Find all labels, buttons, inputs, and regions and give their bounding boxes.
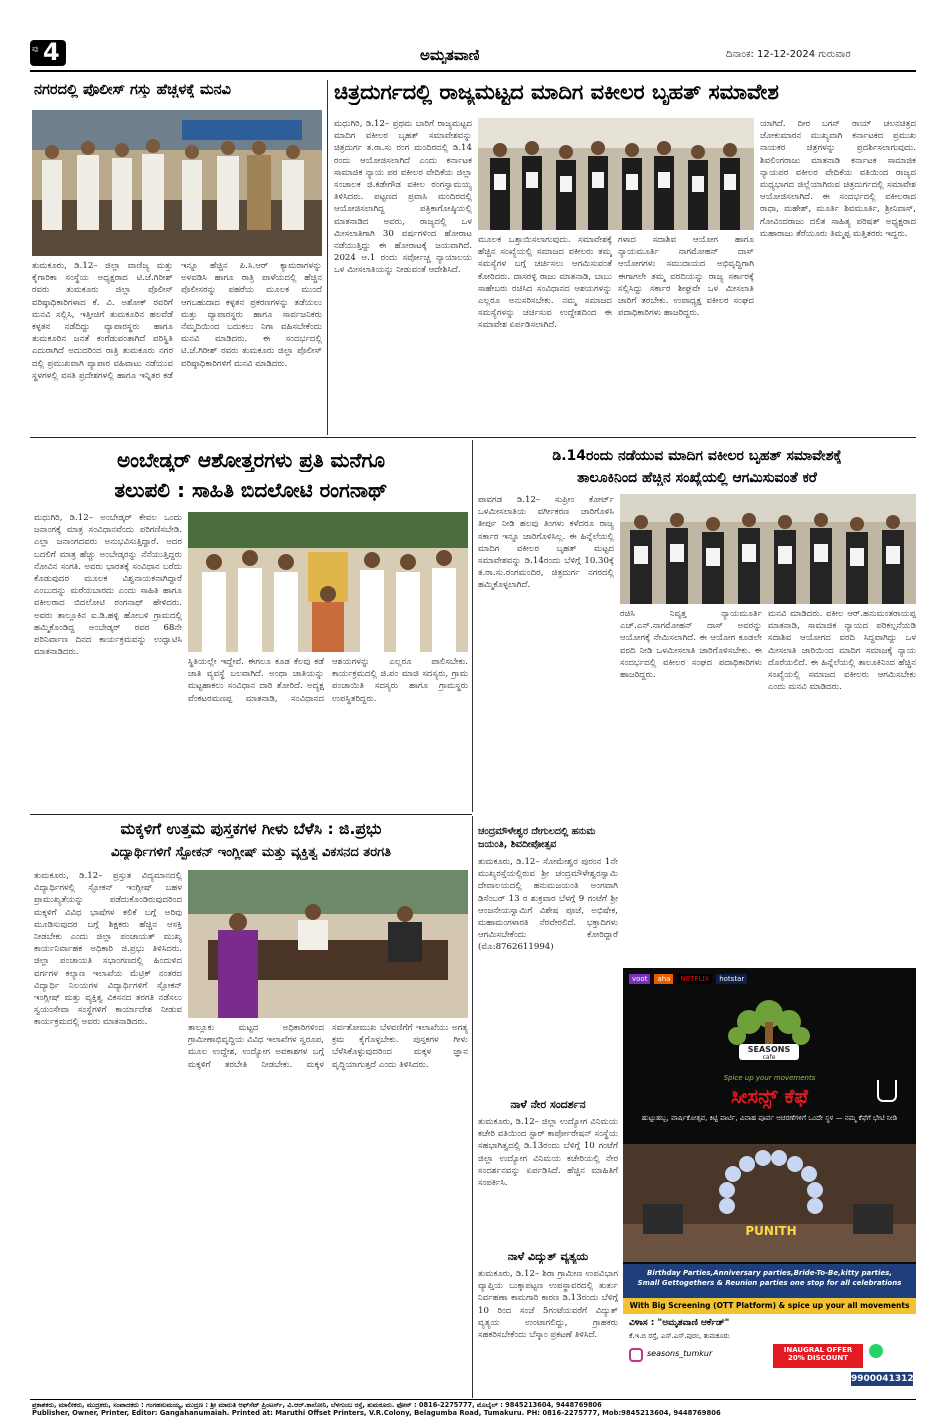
story4-col2: ರಚಿಸಿ ನಿವೃತ್ತ ನ್ಯಾಯಮೂರ್ತಿ ಎಚ್.ಎನ್.ನಾಗಮೋಹನ್ ದಾಸ್ ಅವರನ್ನು ಆಯೋಗಕ್ಕೆ ನೇಮಿಸಲಾಗಿದೆ. ಈ ಆಯೋಗ ಕೂಡಲೇ ವರದಿ ನೀಡಿ ಒಳಮೀಸಲಾತಿ ಜಾರಿಗೊಳಿಸಬೇಕು. ಈ ಸಂದರ್ಭದಲ್ಲಿ ವಕೀಲರ ಸಂಘದ ಪದಾಧಿಕಾರಿಗಳು ಹಾಜರಿದ್ದರು. xyxy=(620,609,762,681)
story8-body: ತುಮಕೂರು, ಡಿ.12– ಶಿರಾ ಗ್ರಾಮೀಣ ಉಪವಿಭಾಗ ವ್ಯಾಪ್ತಿಯ ಬುಕ್ಕಾಪಟ್ಟಣ ಉಪಸ್ಥಾವರದಲ್ಲಿ ತುರ್ತು ನಿರ್ವಹಣಾ ಕಾಮಗಾರಿ ಕಾರಣ ಡಿ.13ರಂದು ಬೆಳಿಗ್ಗೆ 10 ರಿಂದ ಸಂಜೆ 5ಗಂಟೆಯವರೆಗೆ ವಿದ್ಯುತ್ ವ್ಯತ್ಯಯ ಉಂಟಾಗಲಿದ್ದು, ಗ್ರಾಹಕರು ಸಹಕರಿಸಬೇಕೆಂದು ಬೆಸ್ಕಾಂ ಪ್ರಕಟಣೆ ತಿಳಿಸಿದೆ. xyxy=(478,1269,618,1341)
instagram-icon xyxy=(629,1348,643,1362)
whatsapp-icon xyxy=(869,1344,883,1358)
screening-banner: With Big Screening (OTT Platform) & spice up your all movements xyxy=(623,1298,916,1314)
ott-badge: NETFLIX xyxy=(677,974,712,984)
date-line: ದಿನಾಂಕ: 12-12-2024 ಗುರುವಾರ xyxy=(726,49,851,60)
column-rule xyxy=(472,816,473,1398)
ambedkar-event-photo xyxy=(188,512,468,652)
advocates-photo xyxy=(620,494,916,604)
story1-photo xyxy=(32,110,322,256)
cafe-logo xyxy=(713,992,825,1072)
lawyers-group-photo xyxy=(478,118,754,230)
address-block xyxy=(623,1314,916,1398)
instagram-handle: seasons_tumkur xyxy=(647,1349,713,1358)
cafe-interior-photo xyxy=(623,1144,916,1262)
story4-headline: ಡಿ.14ರಂದು ನಡೆಯುವ ಮಾದಿಗ ವಕೀಲರ ಬೃಹತ್ ಸಮಾವೇಶಕ್ಕೆ xyxy=(552,448,842,464)
story7-body: ತುಮಕೂರು, ಡಿ.12– ಜಿಲ್ಲಾ ಉದ್ಯೋಗ ವಿನಿಮಯ ಕಚೇರಿ ವತಿಯಿಂದ ಸ್ಟಾರ್ ಕಾರ್ಪೋರೇಷನ್ ಸಂಸ್ಥೆಯ ಸಹಭಾಗಿತ್ವದಲ್ಲಿ ಡಿ.13ರಂದು ಬೆಳಿಗ್ಗೆ 10 ಗಂಟೆಗೆ ಜಿಲ್ಲಾ ಉದ್ಯೋಗ ವಿನಿಮಯ ಕಚೇರಿಯಲ್ಲಿ ನೇರ ಸಂದರ್ಶನವನ್ನು ಏರ್ಪಡಿಸಿದೆ. ಹೆಚ್ಚಿನ ಮಾಹಿತಿಗೆ ಸಂಪರ್ಕಿಸಿ. xyxy=(478,1117,618,1189)
story7-headline: ನಾಳೆ ನೇರ ಸಂದರ್ಶನ xyxy=(510,1098,586,1111)
footer-rule xyxy=(30,1399,916,1400)
offer-line-1: INAUGRAL OFFER xyxy=(783,1346,853,1354)
page-number-badge xyxy=(30,40,66,66)
ott-badge: voot xyxy=(629,974,650,984)
story2-col2: ಮೂಲಕ ಒತ್ತಾಯಿಸಲಾಗುವುದು. ಸಮಾವೇಶಕ್ಕೆ ಹೆಚ್ಚಿನ ಸಂಖ್ಯೆಯಲ್ಲಿ ಸಮಾಜದ ವಕೀಲರು ತಮ್ಮ ಸಮಸ್ಯೆಗಳ ಬಗ್ಗೆ ಚರ್ಚಿಸಲು ಆಗಮಿಸುವಂತೆ ಕೋರಿದರು. ದಾಸರಳ್ಳಿ ರಾಜು ಮಾತನಾಡಿ, ಬಾಬು ಸಾಹೇಬರು ರಚಿಸಿದ ಸಂವಿಧಾನದ ಆಶಯಗಳನ್ನು ಎಲ್ಲರೂ ಅನುಸರಿಸಬೇಕು. ನಮ್ಮ ಸಮಾಜದ ಸಮಸ್ಯೆಗಳನ್ನು ಚರ್ಚಿಸುವ ಉದ್ದೇಶದಿಂದ ಈ ಸಮಾವೇಶ ಏರ್ಪಡಿಸಲಾಗಿದೆ. xyxy=(478,235,612,331)
page-number: 4 xyxy=(43,38,60,66)
seasons-cafe-ad xyxy=(623,968,916,1398)
occasion-line-2: Small Gettogethers & Reunion parties one stop for all celebrations xyxy=(637,1279,902,1287)
paper-name: ಅಮೃತವಾಣಿ xyxy=(420,46,480,64)
ott-badge: aha xyxy=(654,974,673,984)
story3-body: ಮಧುಗಿರಿ, ಡಿ.12– ಅಂಬೇಡ್ಕರ್ ಕೇವಲ ಒಂದು ಜನಾಂಗಕ್ಕೆ ಮಾತ್ರ ಸಂವಿಧಾನವೆಂದು ಪರಿಗಣಿಸಬೇಡಿ. ಎಲ್ಲಾ ಜನಾಂಗದವರು ಅನುಭವಿಸುತ್ತಿದ್ದಾರೆ. ಅದರ ಬದಲಿಗೆ ಮಾತ್ರ ಹೆಚ್ಚು ಅಂಬೇಡ್ಕರನ್ನು ನೆನೆಯುತ್ತಿದ್ದರು ನೋವಿನ ಸಂಗತಿ. ಅವರು ಭಾರತಕ್ಕೆ ಸಂವಿಧಾನ ಬರೆದು ಕೊಡುವುದರ ಮೂಲಕ ವಿಶ್ವನಾಯಕನಾಗಿದ್ದಾರೆ ಎಂಬುದನ್ನು ಮರೆಯಬಾರದು ಎಂದು ಸಾಹಿತಿ ಹಾಗೂ ವಕೀಲರಾದ ಬಿದಲೋಟಿ ರಂಗನಾಥ್ ಹೇಳಿದರು. ಅವರು ತಾಲ್ಲೂಕಿನ ಐ.ಡಿ.ಹಳ್ಳಿ ಹೋಬಳಿ ಗ್ರಾಮದಲ್ಲಿ ಹಮ್ಮಿಕೊಂಡಿದ್ದ ಅಂಬೇಡ್ಕರ್ ರವರ 68ನೇ ಪರಿನಿರ್ವಾಣ ದಿನದ ಕಾರ್ಯಕ್ರಮವನ್ನು ಉದ್ಘಾಟಿಸಿ ಮಾತನಾಡಿದರು. xyxy=(34,513,182,658)
story5-col2: ತಾಲ್ಲೂಕು ಮಟ್ಟದ ಅಧಿಕಾರಿಗಳಿಂದ ಗ್ರಾಮೀಣಾಭಿವೃದ್ಧಿಯ ವಿವಿಧ ಇಲಾಖೆಗಳ ಸ್ವರೂಪ, ಮೂಲ ಉದ್ದೇಶ, ಉದ್ಯೋಗ ಅವಕಾಶಗಳ ಬಗ್ಗೆ ಮಕ್ಕಳಿಗೆ ತರಬೇತಿ ನೀಡಬೇಕು. ಮಕ್ಕಳ ಸರ್ವತೋಮುಖ ಬೆಳವಣಿಗೆಗೆ ಇಲಾಖೆಯು ಅಗತ್ಯ ಕ್ರಮ ಕೈಗೊಳ್ಳಬೇಕು. ಪುಸ್ತಕಗಳ ಗೀಳು ಬೆಳೆಸಿಕೊಳ್ಳುವುದರಿಂದ ಮಕ್ಕಳ ಜ್ಞಾನ ವೃದ್ಧಿಯಾಗುತ್ತದೆ ಎಂದು ತಿಳಿಸಿದರು. xyxy=(188,1023,468,1070)
section-rule xyxy=(30,437,916,438)
story2-col4: ಯಾಗಿದೆ. ದೀರ ಬಗನ್ ರಾಯ್ ಚಲನಚಿತ್ರದ ಜೋಕುಮಾರನ ಮುಖ್ಯವಾಗಿ ಕರ್ನಾಟಕದ ಪ್ರಮುಖ ನಾಯಕರ ಚಿತ್ರಗಳನ್ನು ಪ್ರದರ್ಶಿಸಲಾಗುವುದು. ಶಿವಲಿಂಗರಾಜು ಮಾತನಾಡಿ ಕರ್ನಾಟಕ ಸಾಮಾಜಿಕ ನ್ಯಾಯಪರ ವಕೀಲರ ವೇದಿಕೆಯ ವತಿಯಿಂದ ರಾಜ್ಯದ ಮಧ್ಯಭಾಗದ ಜಿಲ್ಲೆಯಾಗಿರುವ ಚಿತ್ರದುರ್ಗದಲ್ಲಿ ಸಮಾವೇಶ ಆಯೋಜಿಸಲಾಗಿದೆ. ಈ ಸಂದರ್ಭದಲ್ಲಿ ವಕೀಲರಾದ ರಾಧಾ, ಮಹೇಶ್, ಮೂರ್ತಿ ಶಿವಮೂರ್ತಿ, ಶ್ರೀನಿವಾಸ್, ಗೋವಿಂದರಾಜು ದಲಿತ ಸಾಹಿತ್ಯ ಪರಿಷತ್ ಅಧ್ಯಕ್ಷರಾದ ಮಹಾರಾಜು ತೆರೆಯೂರು ತಿಮ್ಮಪ್ಪ ಮತ್ತಿತರರು ಇದ್ದರು. xyxy=(760,119,916,239)
story1-headline: ನಗರದಲ್ಲಿ ಪೊಲೀಸ್ ಗಸ್ತು ಹೆಚ್ಚಳಕ್ಕೆ ಮನವಿ xyxy=(34,82,232,98)
story3-photo xyxy=(188,512,468,652)
occasion-line-1: Birthday Parties,Anniversary parties,Bride-To-Be,kitty parties, xyxy=(646,1269,892,1277)
logo-sub: cafe xyxy=(762,1054,776,1061)
story5-photo xyxy=(188,870,468,1018)
page-label: ಪು xyxy=(32,44,39,53)
column-rule xyxy=(327,80,328,435)
zp-meeting-photo xyxy=(188,870,468,1018)
story1-body: ತುಮಕೂರು, ಡಿ.12– ಜಿಲ್ಲಾ ವಾಣಿಜ್ಯ ಮತ್ತು ಕೈಗಾರಿಕಾ ಸಂಸ್ಥೆಯ ಅಧ್ಯಕ್ಷರಾದ ಟಿ.ಜೆ.ಗಿರೀಶ್ ರವರು ತುಮಕೂರು ಜಿಲ್ಲಾ ಪೊಲೀಸ್ ವರಿಷ್ಠಾಧಿಕಾರಿಗಳಾದ ಕೆ. ವಿ. ಅಶೋಕ್ ರವರಿಗೆ ಮನವಿ ಸಲ್ಲಿಸಿ, ಇತ್ತೀಚಿಗೆ ತುಮಕೂರಿನ ಹಲವೆಡೆ ಕಳ್ಳತನ ನಡೆದಿದ್ದು ವ್ಯಾಪಾರಸ್ಥರು ಹಾಗೂ ತುಮಕೂರಿನ ಜನತೆ ಕಂಗೆಡುವಂತಾಗಿದೆ ಪರಿಸ್ಥಿತಿ ಎದುರಾಗಿದೆ ಅದುದರಿಂದ ರಾತ್ರಿ ತುಮಕೂರು ನಗರ ದಲ್ಲಿ ಪ್ರಮುಖವಾಗಿ ವ್ಯಾಪಾರ ವಹಿವಾಟು ನಡೆಯುವ ಸ್ಥಳಗಳಲ್ಲಿ ವಸತಿ ಪ್ರದೇಶಗಳಲ್ಲಿ ಹಾಗೂ ಇನ್ನಿತರ ಕಡೆ ಇನ್ನೂ ಹೆಚ್ಚಿನ ಪಿ.ಸಿ.ಆರ್ ಕ್ಯಾಮರಾಗಳನ್ನು ಅಳವಡಿಸಿ ಹಾಗೂ ರಾತ್ರಿ ಪಾಳೆಯದಲ್ಲಿ ಹೆಚ್ಚಿನ ಪೊಲೀಸರನ್ನು ಪಹರೆಯ ಮೂಲಕ ಮುಂದೆ ಆಗಬಹುದಾದ ಕಳ್ಳತನ ಪ್ರಕರಣಗಳನ್ನು ತಡೆಯಲು ಮತ್ತು ವ್ಯಾಪಾರಸ್ಥರು ಹಾಗೂ ಸಾರ್ವಜನಿಕರು ನೆಮ್ಮದಿಯಿಂದ ಬದುಕಲು ನಿಗಾ ವಹಿಸಬೇಕೆಂದು ಮನವಿ ಮಾಡಿದರು. ಈ ಸಂದರ್ಭದಲ್ಲಿ ಟಿ.ಜೆ.ಗಿರೀಶ್ ರವರು ತುಮಕೂರು ಜಿಲ್ಲಾ ಪೊಲೀಸ್ ವರಿಷ್ಠಾಧಿಕಾರಿಗಳಿಗೆ ಮನವಿ ಮಾಡಿದರು. xyxy=(32,261,322,381)
address-label: ವಿಳಾಸ : "ಅಮೃತವಾಣಿ ಆರ್ಕೆಡ್" xyxy=(629,1318,730,1328)
masthead-rule xyxy=(30,70,916,72)
logo-text: SEASONS xyxy=(747,1045,791,1054)
ad-desc: ಹುಟ್ಟುಹಬ್ಬ, ವಾರ್ಷಿಕೋತ್ಸವ, ಕಿಟ್ಟಿ ಪಾರ್ಟಿ, ವಿವಾಹ ಪೂರ್ವ ಆಚರಣೆಗಳಿಗೆ ಒಂದೇ ಸ್ಥಳ — ನಮ್ಮ ಕೆಫೆಗೆ ಭೇಟಿ ನೀಡಿ xyxy=(641,1114,898,1122)
tagline-small: Spice up your movements xyxy=(723,1074,816,1082)
coffee-cup-icon xyxy=(877,1080,897,1102)
offer-box xyxy=(773,1344,863,1368)
story4-col1: ಪಾವಗಡ ಡಿ.12– ಸುಪ್ರೀಂ ಕೋರ್ಟ್ ಒಳಮೀಸಲಾತಿಯ ವರ್ಗೀಕರಣ ಜಾರಿಗೊಳಿಸಿ ತೀರ್ಪು ನೀಡಿ ಹಲವು ತಿಂಗಳು ಕಳೆದರೂ ರಾಜ್ಯ ಸರ್ಕಾರ ಇನ್ನೂ ಜಾರಿಗೊಳಿಸಿಲ್ಲ. ಈ ಹಿನ್ನೆಲೆಯಲ್ಲಿ ಮಾದಿಗ ವಕೀಲರ ಬೃಹತ್ ಮಟ್ಟದ ಸಮಾವೇಶವನ್ನು ಡಿ.14ರಂದು ಬೆಳಿಗ್ಗೆ 10.30ಕ್ಕೆ ತ.ರಾ.ಸು.ರಂಗಮಂದಿರ, ಚಿತ್ರದುರ್ಗ ನಗರದಲ್ಲಿ ಹಮ್ಮಿಕೊಳ್ಳಲಾಗಿದೆ. xyxy=(478,495,614,591)
police-meeting-photo xyxy=(32,110,322,256)
story3-headline-line2: ತಲುಪಲಿ : ಸಾಹಿತಿ ಬಿದಲೋಟಿ ರಂಗನಾಥ್ xyxy=(114,478,388,502)
story5-headline: ಮಕ್ಕಳಿಗೆ ಉತ್ತಮ ಪುಸ್ತಕಗಳ ಗೀಳು ಬೆಳೆಸಿ : ಜಿ.ಪ್ರಭು xyxy=(120,820,382,838)
story6-body: ತುಮಕೂರು, ಡಿ.12– ಸೋಮೇಶ್ವರ ಪುರಂನ 1ನೇ ಮುಖ್ಯರಸ್ತೆಯಲ್ಲಿರುವ ಶ್ರೀ ಚಂದ್ರಮೌಳೇಶ್ವರಸ್ವಾಮಿ ದೇವಾಲಯದಲ್ಲಿ ಹನುಮಜಯಂತಿ ಅಂಗವಾಗಿ ಡಿಸೆಂಬರ್ 13 ರ ಶುಕ್ರವಾರ ಬೆಳಗ್ಗೆ 9 ಗಂಟೆಗೆ ಶ್ರೀ ಆಂಜನೇಯಸ್ವಾಮಿಗೆ ವಿಶೇಷ ಪೂಜೆ, ಅಭಿಷೇಕ, ಮಹಾಮಂಗಳಾರತಿ ನೆರವೇರಲಿದೆ. ಭಕ್ತಾದಿಗಳು ಆಗಮಿಸಬೇಕೆಂದು ಕೋರಿದ್ದಾರೆ (ಮೊ:8762611994) xyxy=(478,857,618,953)
story4-photo xyxy=(620,494,916,604)
occasion-banner xyxy=(623,1264,916,1298)
story2-col3: ಗಳಾದ ಸದಾಶಿವ ಆಯೋಗ ಹಾಗೂ ನ್ಯಾಯಮೂರ್ತಿ ನಾಗಮೋಹನ್ ದಾಸ್ ಆಯೋಗಗಳು ಸಮುದಾಯದ ಅಭಿವೃದ್ಧಿಗಾಗಿ ಈಗಾಗಲೇ ತಮ್ಮ ವರದಿಯನ್ನು ರಾಜ್ಯ ಸರ್ಕಾರಕ್ಕೆ ಸಲ್ಲಿಸಿದ್ದು ಸರ್ಕಾರ ಶೀಘ್ರವೇ ಒಳ ಮೀಸಲಾತಿ ಜಾರಿಗೆ ತರಬೇಕು. ಉಪಾಧ್ಯಕ್ಷ ವಕೀಲರ ಸಂಘದ ಪದಾಧಿಕಾರಿಗಳು ಹಾಜರಿದ್ದರು. xyxy=(618,235,754,319)
address-text: ಕೆ.ಇ.ಬಿ ರಸ್ತೆ, ಎಸ್.ಎಸ್.ಪುರಂ, ತುಮಕೂರು xyxy=(629,1332,730,1340)
story2-photo xyxy=(478,118,754,230)
balloon-arch-icon xyxy=(623,1144,916,1262)
story5-col1: ತುಮಕೂರು, ಡಿ.12– ಪ್ರಸ್ತುತ ವಿದ್ಯಮಾನದಲ್ಲಿ ವಿದ್ಯಾರ್ಥಿಗಳಲ್ಲಿ ಸ್ಪೋಕನ್ ಇಂಗ್ಲೀಷ್ ಬಹಳ ಪ್ರಾಮುಖ್ಯತೆಯನ್ನು ಪಡೆದುಕೊಂಡಿರುವುದರಿಂದ ಮಕ್ಕಳಿಗೆ ವಿವಿಧ ಭಾಷೆಗಳ ಕಲಿಕೆ ಬಗ್ಗೆ ಅರಿವು ಮೂಡಿಸುವುದರ ಬಗ್ಗೆ ಶಿಕ್ಷಕರು ಹೆಚ್ಚಿನ ಆಸಕ್ತಿ ನೀಡಬೇಕು ಎಂದು ಜಿಲ್ಲಾ ಪಂಚಾಯತ್ ಮುಖ್ಯ ಕಾರ್ಯನಿರ್ವಾಹಕ ಅಧಿಕಾರಿ ಜಿ.ಪ್ರಭು ತಿಳಿಸಿದರು. ಜಿಲ್ಲಾ ಪಂಚಾಯತಿ ಸಭಾಂಗಣದಲ್ಲಿ ಹಿಂದುಳಿದ ವರ್ಗಗಳ ಕಲ್ಯಾಣ ಇಲಾಖೆಯ ಮೆಟ್ರಿಕ್ ನಂತರದ ವಿದ್ಯಾರ್ಥಿ ನಿಲಯಗಳ ವಿದ್ಯಾರ್ಥಿಗಳಿಗೆ ಸ್ಪೋಕನ್ ಇಂಗ್ಲೀಷ್ ಮತ್ತು ವ್ಯಕ್ತಿತ್ವ ವಿಕಸನದ ತರಗತಿ ನಡೆಸಲು ಸ್ವಯಂಸೇವಾ ಸಂಸ್ಥೆಗಳಿಗೆ ಕಾರ್ಯಾದೇಶ ನೀಡುವ ಕಾರ್ಯಕ್ರಮದಲ್ಲಿ ಅವರು ಮಾತನಾಡಿದರು. xyxy=(34,871,182,1028)
footer-kannada: ಪ್ರಕಾಶಕರು, ಮಾಲೀಕರು, ಮುದ್ರಕರು, ಸಂಪಾದಕರು : ಗಂಗಹನುಮಯ್ಯ, ಮುದ್ರಣ : ಶ್ರೀ ಮಾರುತಿ ಆಫ್‌ಸೆಟ್ ಪ್ರಿಂಟರ್ಸ್, ವಿ.ಆರ್.ಕಾಲೋನಿ, ಬೆಳಗುಂಬ ರಸ್ತೆ, ತುಮಕೂರು. ಫೋನ್ : 0816-2275777, ಮೊಬೈಲ್ : 9845213604, 9448769806 xyxy=(32,1401,602,1409)
column-rule xyxy=(472,440,473,812)
offer-line-2: 20% DISCOUNT xyxy=(787,1354,849,1362)
section-rule xyxy=(30,814,472,815)
story4-col3: ಮನವಿ ಮಾಡಿದರು. ವಕೀಲ ಆರ್.ಹನುಮಂತರಾಯಪ್ಪ ಮಾತನಾಡಿ, ಸಾಮಾಜಿಕ ನ್ಯಾಯದ ಪರಿಕಲ್ಪನೆಯಡಿ ಸದಾಶಿವ ಆಯೋಗದ ವರದಿ ಸಿದ್ಧವಾಗಿದ್ದು ಒಳ ಮೀಸಲಾತಿ ಜಾರಿಯಿಂದ ಮಾದಿಗ ಸಮಾಜಕ್ಕೆ ನ್ಯಾಯ ದೊರೆಯಲಿದೆ. ಈ ಹಿನ್ನೆಲೆಯಲ್ಲಿ ತಾಲೂಕಿನಿಂದ ಹೆಚ್ಚಿನ ಸಂಖ್ಯೆಯಲ್ಲಿ ಸಮಾಜದ ವಕೀಲರು ಆಗಮಿಸಬೇಕು ಎಂದು ಮನವಿ ಮಾಡಿದರು. xyxy=(768,609,916,693)
phone-number: 9900041312 xyxy=(851,1374,914,1384)
story6-headline: ಚಂದ್ರಮೌಳೇಶ್ವರ ದೇಗುಲದಲ್ಲಿ ಹನುಮ ಜಯಂತಿ, ಶಿವದೀಪೋತ್ಸವ xyxy=(478,826,596,850)
story5-subhead: ವಿದ್ಯಾರ್ಥಿಗಳಿಗೆ ಸ್ಪೋಕನ್ ಇಂಗ್ಲೀಷ್ ಮತ್ತು ವ್ಯಕ್ತಿತ್ವ ವಿಕಸನದ ತರಗತಿ xyxy=(110,845,392,860)
ott-badge-row xyxy=(629,974,747,984)
story3-headline-line1: ಅಂಬೇಡ್ಕರ್ ಆಶೋತ್ತರಗಳು ಪ್ರತಿ ಮನೆಗೂ xyxy=(116,448,386,472)
story2-headline: ಚಿತ್ರದುರ್ಗದಲ್ಲಿ ರಾಜ್ಯಮಟ್ಟದ ಮಾದಿಗ ವಕೀಲರ ಬೃಹತ್ ಸಮಾವೇಶ xyxy=(334,80,779,104)
footer-english: Publisher, Owner, Printer, Editor: Gangahanumaiah. Printed at: Maruthi Offset Printers, V.R.Colony, Belagumba Road, Tumakuru. PH: 0816-2275777, Mob:9845213604, 9448769806 xyxy=(32,1409,721,1417)
story4-subhead: ತಾಲೂಕಿನಿಂದ ಹೆಚ್ಚಿನ ಸಂಖ್ಯೆಯಲ್ಲಿ ಆಗಮಿಸುವಂತೆ ಕರೆ xyxy=(577,470,817,486)
ott-badge: hotstar xyxy=(716,974,747,984)
neon-sign: PUNITH xyxy=(745,1224,797,1238)
story8-headline: ನಾಳೆ ವಿದ್ಯುತ್ ವ್ಯತ್ಯಯ xyxy=(507,1250,589,1263)
story2-col1: ಮಧುಗಿರಿ, ಡಿ.12– ಪ್ರಥಮ ಬಾರಿಗೆ ರಾಜ್ಯಮಟ್ಟದ ಮಾದಿಗ ವಕೀಲರ ಬೃಹತ್ ಸಮಾವೇಶವನ್ನು ಚಿತ್ರದುರ್ಗ ತ.ರಾ.ಸು ರಂಗ ಮಂದಿರದಲ್ಲಿ ಡಿ.14 ರಂದು ಆಯೋಜಿಸಲಾಗಿದೆ ಎಂದು ಕರ್ನಾಟಕ ಸಾಮಾಜಿಕ ನ್ಯಾಯ ಪರ ವಕೀಲರ ವೇದಿಕೆಯ ಜಿಲ್ಲಾ ಸಂಚಾಲಕ ಜಿ.ಕಡೇಗೌಡ ವಕೀಲ ರಂಗಸ್ವಾಮಯ್ಯ ತಿಳಿಸಿದರು. ಪಟ್ಟಣದ ಪ್ರವಾಸಿ ಮಂದಿರದಲ್ಲಿ ಆಯೋಜಿಸಲಾಗಿದ್ದ ಪತ್ರಿಕಾಗೋಷ್ಠಿಯಲ್ಲಿ ಮಾತನಾಡಿದ ಅವರು, ರಾಜ್ಯದಲ್ಲಿ ಒಳ ಮೀಸಲಾತಿಗಾಗಿ 30 ವರ್ಷಗಳಿಂದ ಹೋರಾಟ ನಡೆಯುತ್ತಿದ್ದು ಈ ಹೋರಾಟಕ್ಕೆ ಜಯವಾಗಿದೆ. 2024 ಆ.1 ರಂದು ಸರ್ವೋಚ್ಚ ನ್ಯಾಯಾಲಯ ಒಳ ಮೀಸಲಾತಿಯನ್ನು ನೀಡುವಂತೆ ಆದೇಶಿಸಿದೆ. xyxy=(334,119,472,276)
story3-body-right: ಸ್ಥಿತಿಯಲ್ಲೇ ಇದ್ದೇವೆ. ಈಗಲೂ ಕೂಡ ಕೆಲವು ಕಡೆ ಜಾತಿ ವ್ಯವಸ್ಥೆ ಬಲವಾಗಿದೆ. ಅಂಥಾ ಜಾತಿಯನ್ನು ಮಟ್ಟಹಾಕಲು ಸಂವಿಧಾನ ದಾರಿ ತೋರಿದೆ. ಅದ್ಯಕ್ಷ ವೆಂಕಟರಮಣಪ್ಪ ಮಾತನಾಡಿ, ಸಂವಿಧಾನದ ಆಶಯಗಳನ್ನು ಎಲ್ಲರೂ ಪಾಲಿಸಬೇಕು. ಕಾರ್ಯಕ್ರಮದಲ್ಲಿ ಜಿ.ಪಂ ಮಾಜಿ ಸದಸ್ಯರು, ಗ್ರಾಮ ಪಂಚಾಯಿತಿ ಸದಸ್ಯರು ಹಾಗೂ ಗ್ರಾಮಸ್ಥರು ಉಪಸ್ಥಿತರಿದ್ದರು. xyxy=(188,657,468,704)
cafe-kannada-title: ಸೀಸನ್ಸ್ ಕೆಫೆ xyxy=(731,1084,808,1108)
